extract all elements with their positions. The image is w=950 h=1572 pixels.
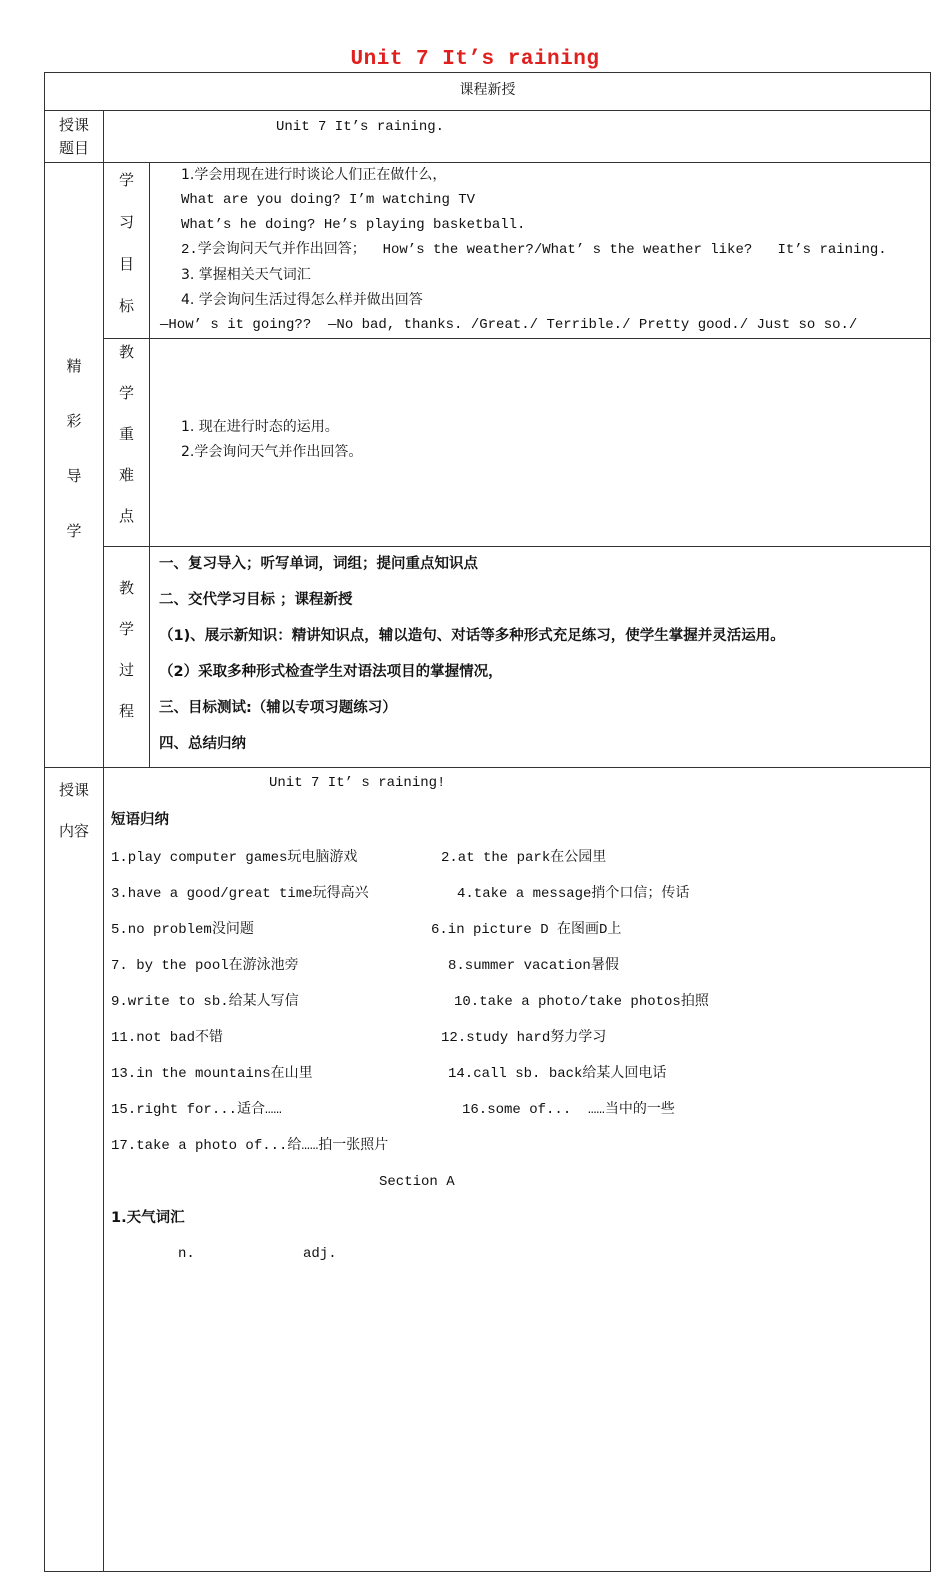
process-step: （1)、展示新知识：精讲知识点，辅以造句、对话等多种形式充足练习，使学生掌握并灵活运用。 [159,628,785,644]
table-header: 课程新授 [45,73,931,111]
objective-line: 3. 掌握相关天气词汇 [181,267,311,283]
lesson-plan-table [44,72,931,1572]
phrases-heading: 短语归纳 [111,812,169,828]
process-step: 四、总结归纳 [159,736,246,752]
process-step: 三、目标测试:（辅以专项习题练习） [159,700,397,716]
phrase-row: 13.in the mountains在山里 14.call sb. back给某人回电话 [111,1066,667,1082]
weather-columns [111,1236,930,1272]
topic-value: Unit 7 It’s raining. [104,111,931,163]
process-label: 教 学 过 程 [104,547,150,768]
keypoints-content [150,339,931,547]
phrase-row: 5.no problem没问题 6.in picture D 在图画D上 [111,922,622,938]
weather-heading: 1.天气词汇 [111,1210,185,1226]
section-heading: Section A [379,1174,455,1190]
phrase-row: 15.right for...适合…… 16.some of... ……当中的一些 [111,1102,675,1118]
keypoint-line: 1. 现在进行时态的运用。 [181,419,339,435]
phrase-row: 11.not bad不错 12.study hard努力学习 [111,1030,607,1046]
phrase-row: 3.have a good/great time玩得高兴 4.take a message捎个口信；传话 [111,886,690,902]
process-content [150,547,931,768]
phrase-row: 7. by the pool在游泳池旁 8.summer vacation暑假 [111,958,619,974]
phrase-row: 9.write to sb.给某人写信 10.take a photo/take photos拍照 [111,994,709,1010]
objectives-content [150,163,931,339]
keypoints-label: 教 学 重 难 点 [104,339,150,547]
objective-line: What are you doing? I’m watching TV [181,192,476,208]
document-title: Unit 7 It’s raining [350,48,600,71]
objective-line: 4. 学会询问生活过得怎么样并做出回答 [181,292,423,308]
content-label: 授课 内容 [45,768,104,1572]
weather-col-adj: adj. [303,1246,337,1262]
process-step: 一、复习导入；听写单词，词组；提问重点知识点 [159,556,478,572]
phrase-row: 17.take a photo of...给……拍一张照片 [111,1138,389,1154]
topic-label: 授课 题目 [45,111,104,163]
phrase-list [111,840,930,1164]
guide-label: 精 彩 导 学 [45,163,104,768]
weather-col-noun: n. [178,1246,195,1262]
keypoint-line: 2.学会询问天气并作出回答。 [181,444,363,460]
phrase-row: 1.play computer games玩电脑游戏 2.at the park在公园里 [111,850,607,866]
objectives-label: 学 习 目 标 [104,163,150,339]
content-body [104,768,931,1572]
content-title: Unit 7 It’ s raining! [269,775,446,791]
objective-line: —How’ s it going?? —No bad, thanks. /Great./ Terrible./ Pretty good./ Just so so./ [160,317,858,333]
objective-line: 2.学会询问天气并作出回答； How’s the weather?/What’ s the weather like? It’s raining. [181,242,887,258]
objective-line: What’s he doing? He’s playing basketball. [181,217,526,233]
objective-line: 1.学会用现在进行时谈论人们正在做什么， [181,167,447,183]
process-step: （2）采取多种形式检查学生对语法项目的掌握情况， [159,664,503,680]
process-step: 二、交代学习目标 ；课程新授 [159,592,353,608]
